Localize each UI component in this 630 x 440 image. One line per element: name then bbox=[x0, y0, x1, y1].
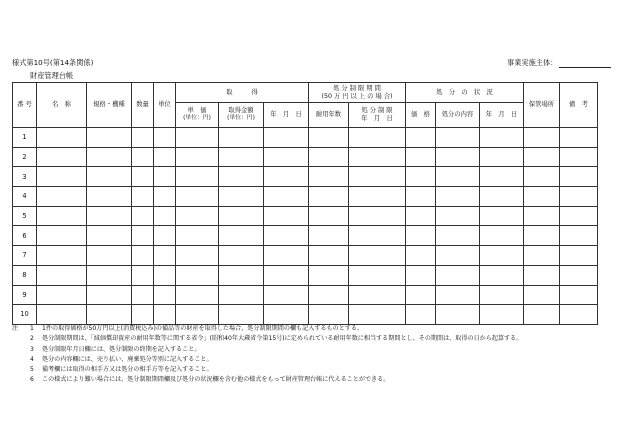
table-cell[interactable] bbox=[480, 187, 524, 207]
table-cell[interactable] bbox=[436, 167, 480, 187]
table-cell[interactable] bbox=[406, 226, 436, 246]
table-cell[interactable] bbox=[436, 226, 480, 246]
organization-label: 事業実施主体： bbox=[507, 58, 558, 67]
note-text: 処分制限期間は、「減価償却資産の耐用年数等に関する省令」(昭和40年大蔵省令第15号)に定められている耐用年数に相当する期間とし、その期間は、取得の日から起算する。 bbox=[42, 335, 523, 343]
table-cell[interactable] bbox=[436, 285, 480, 305]
table-cell[interactable] bbox=[87, 305, 132, 325]
table-cell[interactable] bbox=[219, 226, 264, 246]
table-cell[interactable] bbox=[406, 265, 436, 285]
table-cell[interactable] bbox=[154, 128, 176, 148]
table-cell[interactable] bbox=[37, 167, 87, 187]
table-cell[interactable] bbox=[219, 305, 264, 325]
notes bbox=[12, 324, 522, 386]
table-cell[interactable] bbox=[219, 265, 264, 285]
header-acq-amount bbox=[219, 103, 264, 128]
table-cell[interactable] bbox=[37, 226, 87, 246]
table-cell[interactable] bbox=[480, 147, 524, 167]
table-cell[interactable] bbox=[176, 167, 219, 187]
table-cell[interactable] bbox=[37, 265, 87, 285]
table-row bbox=[13, 265, 598, 285]
table-cell[interactable] bbox=[560, 285, 598, 305]
table-cell[interactable] bbox=[132, 305, 154, 325]
table-cell[interactable] bbox=[436, 128, 480, 148]
table-cell[interactable] bbox=[87, 246, 132, 266]
table-cell[interactable] bbox=[264, 206, 309, 226]
table-cell[interactable] bbox=[309, 285, 349, 305]
table-cell[interactable] bbox=[264, 285, 309, 305]
table-cell[interactable] bbox=[406, 285, 436, 305]
table-cell[interactable] bbox=[264, 147, 309, 167]
header-acq-date: 年 月 日 bbox=[264, 103, 309, 128]
row-number: 8 bbox=[13, 265, 37, 285]
note-text: 1件の取得価格が50万円以上(消費税込み)の備品等の財産を取得した場合、処分制限期間の欄も記入するものとする。 bbox=[42, 325, 364, 332]
header-price: 価 格 bbox=[406, 103, 436, 128]
header-restriction-end-line1: 処 分 制 限 bbox=[361, 107, 393, 115]
table-cell[interactable] bbox=[176, 305, 219, 325]
table-cell[interactable] bbox=[37, 187, 87, 207]
table-cell[interactable] bbox=[176, 128, 219, 148]
table-cell[interactable] bbox=[132, 128, 154, 148]
table-cell[interactable] bbox=[132, 206, 154, 226]
table-cell[interactable] bbox=[154, 187, 176, 207]
table-cell[interactable] bbox=[349, 128, 406, 148]
table-cell[interactable] bbox=[37, 147, 87, 167]
table-cell[interactable] bbox=[37, 285, 87, 305]
table-cell[interactable] bbox=[132, 187, 154, 207]
table-cell[interactable] bbox=[87, 167, 132, 187]
table-cell[interactable] bbox=[154, 305, 176, 325]
table-cell[interactable] bbox=[349, 226, 406, 246]
row-number: 2 bbox=[13, 147, 37, 167]
table-cell[interactable] bbox=[406, 128, 436, 148]
table-cell[interactable] bbox=[349, 187, 406, 207]
note-mark bbox=[12, 355, 30, 365]
table-cell[interactable] bbox=[524, 206, 560, 226]
table-cell[interactable] bbox=[560, 128, 598, 148]
table-cell[interactable] bbox=[406, 187, 436, 207]
row-number: 5 bbox=[13, 206, 37, 226]
table-row bbox=[13, 206, 598, 226]
header-unit-price-sub: (単位：円) bbox=[183, 115, 211, 122]
table-cell[interactable] bbox=[436, 265, 480, 285]
table-cell[interactable] bbox=[480, 285, 524, 305]
table-row bbox=[13, 147, 598, 167]
table-cell[interactable] bbox=[406, 167, 436, 187]
table-cell[interactable] bbox=[560, 305, 598, 325]
header-acq-amount-label: 取得金額 bbox=[228, 107, 254, 115]
table-cell[interactable] bbox=[132, 265, 154, 285]
table-cell[interactable] bbox=[560, 265, 598, 285]
note-number: 2 bbox=[30, 335, 34, 343]
note-item bbox=[12, 365, 522, 375]
table-cell[interactable] bbox=[132, 285, 154, 305]
note-mark bbox=[12, 334, 30, 344]
table-cell[interactable] bbox=[219, 285, 264, 305]
table-cell[interactable] bbox=[524, 246, 560, 266]
table-cell[interactable] bbox=[154, 226, 176, 246]
row-number: 6 bbox=[13, 226, 37, 246]
table-cell[interactable] bbox=[349, 285, 406, 305]
table-row bbox=[13, 305, 598, 325]
table-cell[interactable] bbox=[154, 265, 176, 285]
table-cell[interactable] bbox=[406, 246, 436, 266]
table-cell[interactable] bbox=[132, 246, 154, 266]
table-cell[interactable] bbox=[219, 187, 264, 207]
table-row bbox=[13, 187, 598, 207]
row-number: 4 bbox=[13, 187, 37, 207]
table-cell[interactable] bbox=[176, 206, 219, 226]
table-cell[interactable] bbox=[87, 206, 132, 226]
table-cell[interactable] bbox=[436, 187, 480, 207]
table-cell[interactable] bbox=[176, 285, 219, 305]
table-cell[interactable] bbox=[406, 147, 436, 167]
row-number: 9 bbox=[13, 285, 37, 305]
table-cell[interactable] bbox=[132, 167, 154, 187]
table-cell[interactable] bbox=[309, 226, 349, 246]
table-cell[interactable] bbox=[87, 226, 132, 246]
header-restriction-period bbox=[309, 83, 406, 103]
header-acq-amount-sub: (単位：円) bbox=[227, 115, 255, 122]
table-cell[interactable] bbox=[309, 187, 349, 207]
table-cell[interactable] bbox=[309, 305, 349, 325]
table-cell[interactable] bbox=[349, 246, 406, 266]
table-cell[interactable] bbox=[264, 187, 309, 207]
table-cell[interactable] bbox=[480, 128, 524, 148]
table-cell[interactable] bbox=[176, 265, 219, 285]
table-cell[interactable] bbox=[480, 265, 524, 285]
note-text: この様式により難い場合には、処分制限期間欄及び処分の状況欄を含む他の様式をもって財産管理台帳に代えることができる。 bbox=[42, 376, 390, 384]
note-number: 4 bbox=[30, 355, 34, 363]
row-number: 7 bbox=[13, 246, 37, 266]
table-cell[interactable] bbox=[132, 147, 154, 167]
header-disposal-status: 処 分 の 状 況 bbox=[406, 83, 524, 103]
header-quantity: 数量 bbox=[132, 83, 154, 128]
header-restriction-end-line2: 年 月 日 bbox=[361, 115, 393, 122]
table-cell[interactable] bbox=[154, 167, 176, 187]
table-cell[interactable] bbox=[309, 147, 349, 167]
table-cell[interactable] bbox=[264, 265, 309, 285]
note-text: 備考欄には取得の相手方又は処分の相手方等を記入すること。 bbox=[42, 366, 213, 374]
note-item bbox=[12, 375, 522, 385]
table-cell[interactable] bbox=[309, 128, 349, 148]
header-spec: 規格・機種 bbox=[87, 83, 132, 128]
note-number: 6 bbox=[30, 376, 34, 384]
table-cell[interactable] bbox=[560, 226, 598, 246]
ledger-body bbox=[13, 128, 598, 325]
table-cell[interactable] bbox=[37, 305, 87, 325]
table-cell[interactable] bbox=[349, 206, 406, 226]
note-item bbox=[12, 345, 522, 355]
table-cell[interactable] bbox=[219, 128, 264, 148]
table-cell[interactable] bbox=[154, 147, 176, 167]
note-item bbox=[12, 334, 522, 344]
table-cell[interactable] bbox=[37, 246, 87, 266]
table-cell[interactable] bbox=[560, 187, 598, 207]
table-cell[interactable] bbox=[480, 305, 524, 325]
header-restriction-line1: 処 分 制 限 期 間 bbox=[333, 84, 381, 92]
ledger-title: 財産管理台帳 bbox=[30, 71, 74, 80]
table-row bbox=[13, 285, 598, 305]
table-cell[interactable] bbox=[219, 206, 264, 226]
table-cell[interactable] bbox=[524, 128, 560, 148]
table-cell[interactable] bbox=[37, 128, 87, 148]
table-cell[interactable] bbox=[264, 128, 309, 148]
table-cell[interactable] bbox=[176, 246, 219, 266]
table-cell[interactable] bbox=[87, 265, 132, 285]
table-cell[interactable] bbox=[132, 226, 154, 246]
table-cell[interactable] bbox=[309, 167, 349, 187]
header-useful-life: 耐用年数 bbox=[309, 103, 349, 128]
table-cell[interactable] bbox=[406, 206, 436, 226]
table-cell[interactable] bbox=[309, 246, 349, 266]
asset-ledger-table bbox=[12, 82, 598, 325]
header-number: 番 号 bbox=[13, 83, 37, 128]
table-cell[interactable] bbox=[264, 305, 309, 325]
header-restriction-line2: (50 万 円 以 上 の 場 合) bbox=[321, 92, 393, 100]
table-row bbox=[13, 246, 598, 266]
table-cell[interactable] bbox=[176, 187, 219, 207]
table-cell[interactable] bbox=[154, 246, 176, 266]
organization-blank-line bbox=[559, 60, 611, 68]
header-acquisition: 取 得 bbox=[176, 83, 309, 103]
table-cell[interactable] bbox=[37, 206, 87, 226]
table-cell[interactable] bbox=[480, 226, 524, 246]
table-cell[interactable] bbox=[560, 147, 598, 167]
table-row bbox=[13, 128, 598, 148]
header-disposal-content: 処分の内容 bbox=[436, 103, 480, 128]
table-cell[interactable] bbox=[436, 305, 480, 325]
table-cell[interactable] bbox=[436, 147, 480, 167]
row-number: 10 bbox=[13, 305, 37, 325]
table-cell[interactable] bbox=[560, 246, 598, 266]
header-unit: 単位 bbox=[154, 83, 176, 128]
table-cell[interactable] bbox=[349, 147, 406, 167]
header-remarks: 備 考 bbox=[560, 83, 598, 128]
organization-field bbox=[507, 58, 611, 68]
note-item bbox=[12, 324, 522, 334]
row-number: 1 bbox=[13, 128, 37, 148]
note-number: 3 bbox=[30, 345, 34, 353]
table-cell[interactable] bbox=[436, 206, 480, 226]
table-cell[interactable] bbox=[349, 167, 406, 187]
table-cell[interactable] bbox=[349, 265, 406, 285]
table-cell[interactable] bbox=[524, 265, 560, 285]
note-mark bbox=[12, 365, 30, 375]
header-restriction-end bbox=[349, 103, 406, 128]
table-cell[interactable] bbox=[524, 226, 560, 246]
table-cell[interactable] bbox=[87, 128, 132, 148]
table-cell[interactable] bbox=[560, 167, 598, 187]
table-cell[interactable] bbox=[436, 246, 480, 266]
table-cell[interactable] bbox=[219, 167, 264, 187]
table-cell[interactable] bbox=[524, 167, 560, 187]
table-cell[interactable] bbox=[264, 226, 309, 246]
form-id: 様式第10号(第14条関係) bbox=[12, 58, 94, 67]
table-cell[interactable] bbox=[87, 147, 132, 167]
table-cell[interactable] bbox=[349, 305, 406, 325]
table-cell[interactable] bbox=[524, 305, 560, 325]
table-cell[interactable] bbox=[480, 246, 524, 266]
note-number: 1 bbox=[30, 325, 34, 332]
table-cell[interactable] bbox=[87, 285, 132, 305]
table-cell[interactable] bbox=[176, 147, 219, 167]
header-storage: 保管場所 bbox=[524, 83, 560, 128]
table-cell[interactable] bbox=[309, 265, 349, 285]
table-cell[interactable] bbox=[264, 167, 309, 187]
note-item bbox=[12, 355, 522, 365]
table-cell[interactable] bbox=[524, 187, 560, 207]
table-cell[interactable] bbox=[154, 285, 176, 305]
header-unit-price bbox=[176, 103, 219, 128]
table-cell[interactable] bbox=[524, 147, 560, 167]
table-row bbox=[13, 226, 598, 246]
table-cell[interactable] bbox=[560, 206, 598, 226]
table-cell[interactable] bbox=[309, 206, 349, 226]
note-text: 処分の内容欄には、売り払い、廃棄処分等別に記入すること。 bbox=[42, 355, 213, 363]
table-cell[interactable] bbox=[480, 206, 524, 226]
note-mark bbox=[12, 375, 30, 385]
header-unit-price-label: 単 価 bbox=[187, 107, 207, 115]
note-mark: 注 bbox=[12, 325, 19, 332]
table-cell[interactable] bbox=[524, 285, 560, 305]
note-number: 5 bbox=[30, 366, 34, 374]
note-mark bbox=[12, 345, 30, 355]
row-number: 3 bbox=[13, 167, 37, 187]
table-cell[interactable] bbox=[264, 246, 309, 266]
header-name: 名 称 bbox=[37, 83, 87, 128]
table-cell[interactable] bbox=[219, 147, 264, 167]
table-cell[interactable] bbox=[219, 246, 264, 266]
table-row bbox=[13, 167, 598, 187]
table-cell[interactable] bbox=[176, 226, 219, 246]
table-cell[interactable] bbox=[406, 305, 436, 325]
note-text: 処分制限年月日欄には、処分制限の終期を記入すること。 bbox=[42, 345, 201, 353]
table-cell[interactable] bbox=[154, 206, 176, 226]
table-cell[interactable] bbox=[480, 167, 524, 187]
table-cell[interactable] bbox=[87, 187, 132, 207]
header-disposal-date: 年 月 日 bbox=[480, 103, 524, 128]
